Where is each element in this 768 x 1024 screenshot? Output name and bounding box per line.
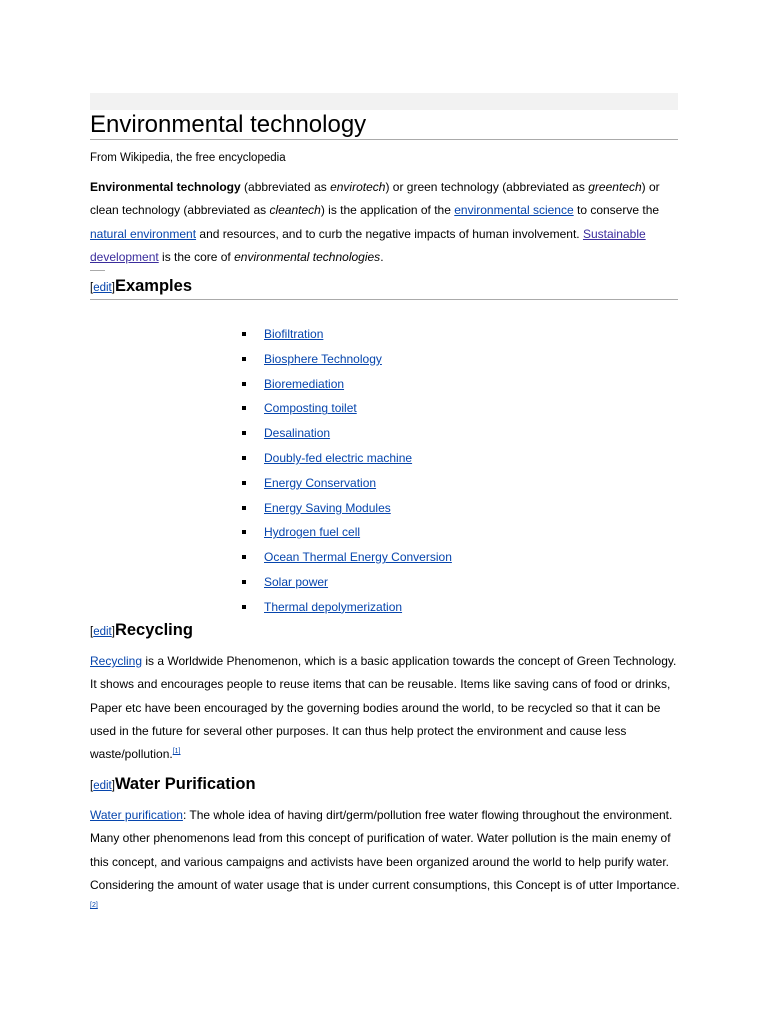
edit-link-examples[interactable]: edit [93, 282, 112, 294]
lead-text: (abbreviated as [240, 180, 331, 194]
link-environmental-science[interactable]: environmental science [454, 203, 574, 218]
section-heading-water-purification [90, 773, 678, 797]
example-link[interactable]: Biofiltration [264, 327, 324, 341]
water-purification-paragraph [90, 804, 680, 920]
lead-text: and resources, and to curb the negative impacts of human involvement. [196, 226, 583, 241]
lead-text: ) or clean technology (abbreviated as [90, 180, 660, 218]
section-heading-recycling [90, 619, 678, 643]
list-item [238, 595, 452, 620]
bullet-icon [242, 481, 246, 485]
lead-text: to conserve the [573, 203, 660, 218]
list-item [238, 471, 452, 496]
examples-list [238, 322, 452, 620]
bullet-icon [242, 555, 246, 559]
section-title: Water Purification [114, 775, 256, 793]
bullet-icon [242, 382, 246, 386]
example-link[interactable]: Thermal depolymerization [264, 599, 403, 614]
list-item [238, 396, 452, 421]
edit-link-recycling[interactable]: edit [93, 626, 112, 638]
edit-bracket: ] [111, 626, 115, 638]
example-link[interactable]: Bioremediation [264, 376, 345, 391]
example-link[interactable]: Energy Saving Modules [264, 500, 391, 515]
page-header-bar [90, 93, 678, 110]
paragraph-text: : The whole idea of having dirt/germ/pollution free water flowing throughout the environment. Many other phenomenons lead from this concept of purification of water. Water pollution is the main enemy of this concept, and various campaigns and activists have been organized around the world to help purify water. Considering the amount of water usage that is under current consumptions, this Concept is of utter Importance. [90, 808, 680, 892]
lead-italic: environmental technologies [234, 250, 381, 265]
bullet-icon [242, 406, 246, 410]
lead-bold-term: Environmental technology [90, 180, 241, 194]
list-item [238, 545, 452, 570]
list-item [238, 322, 452, 347]
lead-italic: cleantech [269, 203, 321, 218]
edit-bracket: ] [111, 780, 115, 792]
list-item [238, 421, 452, 446]
example-link[interactable]: Desalination [264, 426, 331, 441]
example-link[interactable]: Energy Conservation [264, 475, 377, 490]
lead-text: . [380, 250, 384, 265]
bullet-icon [242, 506, 246, 510]
lead-italic: envirotech [330, 180, 386, 194]
example-link[interactable]: Doubly-fed electric machine [264, 450, 413, 465]
link-recycling[interactable]: Recycling [90, 654, 143, 668]
tagline: From Wikipedia, the free encyclopedia [90, 152, 286, 164]
reference-link[interactable]: [2] [90, 902, 98, 910]
bullet-icon [242, 530, 246, 534]
example-link[interactable]: Hydrogen fuel cell [264, 525, 361, 540]
page-title: Environmental technology [90, 110, 678, 140]
paragraph-text: is a Worldwide Phenomenon, which is a basic application towards the concept of Green Technology. It shows and encourages people to reuse items that can be reusable. Items like saving cans of food or drinks, Paper etc have been encouraged by the governing bodies around the world, to be recycled so that it can be used in the future for several other purposes. It can thus help protect the environment and cause less waste/pollution. [90, 654, 677, 762]
list-item [238, 446, 452, 471]
example-link[interactable]: Solar power [264, 574, 329, 589]
lead-italic: greentech [588, 180, 642, 194]
section-title: Recycling [114, 621, 193, 639]
lead-text: ) is the application of the [320, 203, 455, 218]
example-link[interactable]: Ocean Thermal Energy Conversion [264, 550, 452, 565]
bullet-icon [242, 357, 246, 361]
link-water-purification[interactable]: Water purification [90, 808, 183, 822]
edit-bracket: [ [90, 626, 94, 638]
lead-paragraph [90, 176, 680, 270]
list-item [238, 520, 452, 545]
link-natural-environment[interactable]: natural environment [90, 226, 197, 241]
list-item [238, 570, 452, 595]
divider [90, 270, 105, 271]
edit-bracket: [ [90, 282, 94, 294]
example-link[interactable]: Composting toilet [264, 401, 357, 416]
list-item [238, 347, 452, 372]
list-item [238, 496, 452, 521]
link-sustainable-development[interactable]: Sustainable development [90, 226, 646, 265]
edit-bracket: ] [111, 282, 115, 294]
example-link[interactable]: Biosphere Technology [264, 351, 382, 366]
bullet-icon [242, 580, 246, 584]
reference-link[interactable]: [1] [172, 748, 181, 756]
recycling-paragraph [90, 650, 680, 766]
bullet-icon [242, 431, 246, 435]
section-title: Examples [114, 277, 192, 295]
lead-text: is the core of [158, 250, 235, 265]
list-item [238, 372, 452, 397]
lead-text: ) or green technology (abbreviated as [385, 180, 589, 194]
edit-link-water-purification[interactable]: edit [93, 780, 112, 792]
edit-bracket: [ [90, 780, 94, 792]
bullet-icon [242, 456, 246, 460]
bullet-icon [242, 332, 246, 336]
section-heading-examples [90, 275, 678, 300]
bullet-icon [242, 605, 246, 609]
